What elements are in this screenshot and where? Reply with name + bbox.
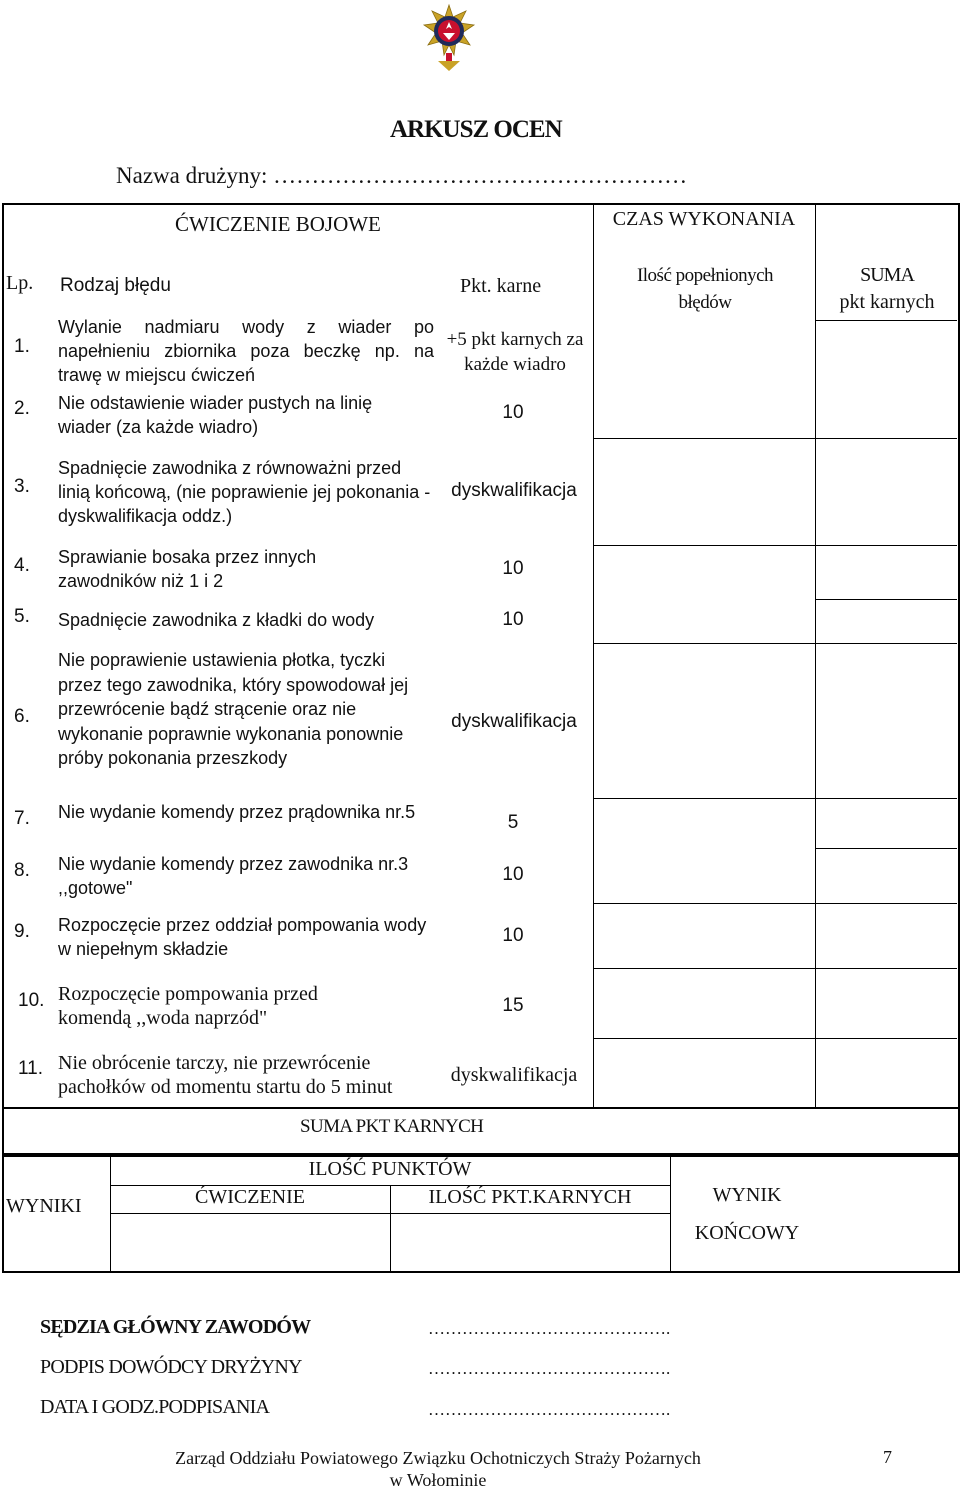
row-5-text: Spadnięcie zawodnika z kładki do wody — [58, 610, 375, 630]
row-9-lp: 9. — [14, 921, 30, 942]
row-3-text: Spadnięcie zawodnika z równoważni przed linią końcową, (nie poprawienie jej pokonania - dyskwalifikacja oddz.) — [58, 458, 431, 526]
row-8-penalty: 10 — [502, 864, 524, 885]
row-3-lp: 3. — [14, 476, 30, 497]
col-time-header: CZAS WYKONANIA — [612, 208, 796, 230]
page-number: 7 — [883, 1447, 892, 1467]
col-count-header: Ilość popełnionych błędów — [636, 265, 774, 313]
row-7-penalty: 5 — [507, 812, 519, 833]
row-7-text: Nie wydanie komendy przez prądownika nr.5 — [58, 802, 416, 822]
signature-date-blank[interactable]: ……………………………………. — [428, 1400, 671, 1419]
exercise-points-field[interactable] — [112, 1215, 388, 1269]
signature-date-label: DATA I GODZ.PODPISANIA — [40, 1396, 270, 1418]
col-sum-header — [818, 262, 956, 316]
penalty-points-field[interactable] — [392, 1215, 668, 1269]
signature-commander-label: PODPIS DOWÓDCY DRYŻYNY — [40, 1356, 302, 1378]
row-4-text: Sprawianie bosaka przez innych zawodników niż 1 i 2 — [58, 547, 317, 591]
results-label: WYNIKI — [6, 1195, 82, 1217]
row-11-text: Nie obrócenie tarczy, nie przewrócenie pachołków od momentu startu do 5 minut — [58, 1052, 393, 1098]
row-4-lp: 4. — [14, 555, 30, 576]
row-2-text: Nie odstawienie wiader pustych na linię wiader (za każde wiadro) — [58, 393, 373, 437]
row-3-penalty: dyskwalifikacja — [451, 480, 577, 501]
row-6-lp: 6. — [14, 706, 30, 727]
row-6-text: Nie poprawienie ustawienia płotka, tyczki przez tego zawodnika, który spowodował jej przewrócenie bądź strącenie oraz nie wykonanie poprawnie wykonania ponownie próby pokonania przeszkody — [58, 650, 409, 768]
row-1-penalty: +5 pkt karnych za każde wiadro — [446, 329, 584, 375]
row-10-lp: 10. — [18, 990, 45, 1011]
row-2-penalty: 10 — [502, 402, 524, 423]
signature-commander-blank[interactable]: ……………………………………. — [428, 1359, 671, 1378]
row-10-penalty: 15 — [502, 995, 524, 1016]
footer-organization — [88, 1447, 788, 1491]
row-4-penalty: 10 — [502, 558, 524, 579]
signature-judge-blank[interactable]: ……………………………………. — [428, 1319, 671, 1338]
row-11-lp: 11. — [18, 1058, 44, 1079]
col-penalty-header: Pkt. karne — [460, 275, 542, 297]
final-result-header — [672, 1176, 822, 1252]
row-9-penalty: 10 — [502, 925, 524, 946]
row-5-lp: 5. — [14, 606, 30, 627]
row-1-lp: 1. — [14, 336, 30, 357]
row-8-text: Nie wydanie komendy przez zawodnika nr.3 ,,gotowe" — [58, 854, 409, 898]
col-sum-line1: SUMA — [860, 264, 914, 286]
row-9-text: Rozpoczęcie przez oddział pompowania wody w niepełnym składzie — [58, 915, 427, 959]
col-error-header: Rodzaj błędu — [60, 275, 171, 296]
sum-label: SUMA PKT KARNYCH — [300, 1116, 484, 1137]
final-line1: WYNIK — [712, 1184, 782, 1206]
team-name-line — [116, 163, 687, 189]
team-name-label: Nazwa drużyny: — [116, 163, 268, 188]
col-sum-line2: pkt karnych — [839, 291, 935, 313]
row-1-text: Wylanie nadmiaru wody z wiader po napełnieniu zbiornika poza beczkę np. na trawę w miejscu ćwiczeń — [58, 317, 434, 385]
row-10-text: Rozpoczęcie pompowania przed komendą ,,woda naprzód" — [58, 983, 318, 1029]
points-header: ILOŚĆ PUNKTÓW — [308, 1158, 472, 1180]
team-name-blank[interactable]: ……………………………………………… — [273, 163, 688, 188]
col-lp-header: Lp. — [6, 272, 34, 294]
row-2-lp: 2. — [14, 398, 30, 419]
row-5-penalty: 10 — [502, 609, 524, 630]
row-8-lp: 8. — [14, 860, 30, 881]
footer-line1: Zarząd Oddziału Powiatowego Związku Ochotniczych Straży Pożarnych — [175, 1448, 701, 1468]
row-6-penalty: dyskwalifikacja — [451, 711, 577, 732]
final-result-field[interactable] — [824, 1157, 954, 1269]
page-title: ARKUSZ OCEN — [390, 116, 562, 143]
signature-judge-label: SĘDZIA GŁÓWNY ZAWODÓW — [40, 1316, 311, 1338]
row-11-penalty: dyskwalifikacja — [450, 1064, 578, 1086]
footer-line2: w Wołominie — [389, 1470, 487, 1490]
row-7-lp: 7. — [14, 808, 30, 829]
fire-brigade-emblem-icon — [420, 3, 478, 73]
section-title: ĆWICZENIE BOJOWE — [175, 212, 381, 236]
final-line2: KOŃCOWY — [694, 1222, 800, 1244]
penalty-points-header: ILOŚĆ PKT.KARNYCH — [428, 1186, 632, 1208]
exercise-header: ĆWICZENIE — [195, 1186, 305, 1208]
